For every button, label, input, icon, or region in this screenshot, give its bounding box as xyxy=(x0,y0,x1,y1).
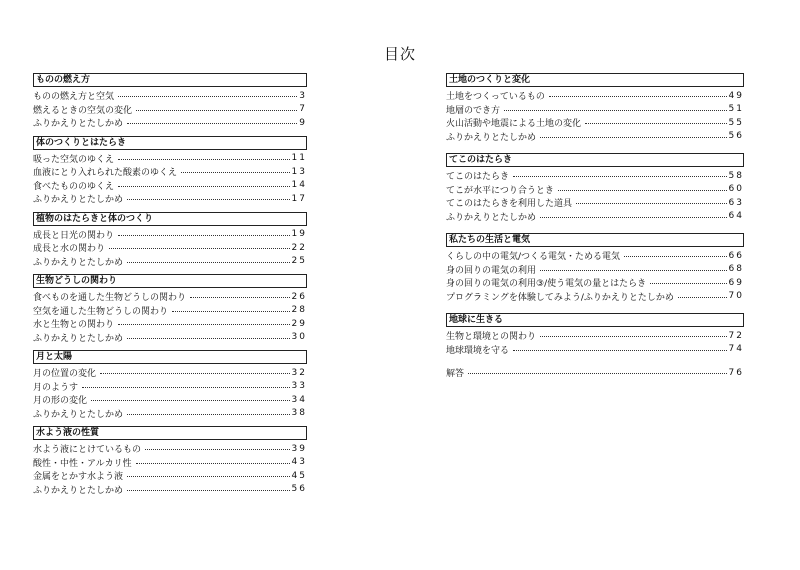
toc-entry[interactable] xyxy=(446,183,744,197)
toc-entry-label: くらしの中の電気/つくる電気・ためる電気 xyxy=(446,252,621,263)
toc-page-number: 76 xyxy=(728,367,744,378)
toc-entry-label: ものの燃え方と空気 xyxy=(33,92,115,103)
dot-leader xyxy=(118,96,297,97)
toc-section xyxy=(33,426,307,496)
toc-entry-label: 燃えるときの空気の変化 xyxy=(33,105,133,116)
toc-page-number: 64 xyxy=(728,211,744,222)
toc-entry-label: てこが水平につり合うとき xyxy=(446,185,554,196)
toc-entry[interactable] xyxy=(33,304,307,318)
dot-leader xyxy=(127,262,290,263)
toc-page-number: 28 xyxy=(291,305,307,316)
toc-entry-label: 身の回りの電気の利用③/使う電気の量とはたらき xyxy=(446,279,647,290)
dot-leader xyxy=(118,159,290,160)
section-heading[interactable]: ものの燃え方 xyxy=(33,73,307,87)
toc-entry[interactable] xyxy=(446,116,744,130)
toc-entry[interactable] xyxy=(446,196,744,210)
toc-entry[interactable] xyxy=(33,442,307,456)
toc-entry-label: 成長と水の関わり xyxy=(33,244,106,255)
toc-entry-label: 水よう液にとけているもの xyxy=(33,445,142,456)
toc-page-number: 29 xyxy=(291,318,307,329)
toc-page-number: 49 xyxy=(728,90,744,101)
section-heading[interactable]: 植物のはたらきと体のつくり xyxy=(33,212,307,226)
toc-entry-label: てこのはたらきを利用した道具 xyxy=(446,199,573,210)
toc-entry[interactable] xyxy=(446,169,744,183)
dot-leader xyxy=(549,96,727,97)
toc-entry[interactable] xyxy=(33,192,307,206)
toc-section xyxy=(446,153,744,223)
toc-page-number: 72 xyxy=(728,330,744,341)
dot-leader xyxy=(127,123,297,124)
dot-leader xyxy=(127,338,290,339)
section-heading[interactable]: 体のつくりとはたらき xyxy=(33,136,307,150)
toc-entry[interactable] xyxy=(33,152,307,166)
toc-entry-label: ふりかえりとたしかめ xyxy=(33,257,124,268)
toc-page-number: 58 xyxy=(728,170,744,181)
toc-page-number: 63 xyxy=(728,197,744,208)
toc-entry[interactable] xyxy=(446,103,744,117)
toc-entry-label: プログラミングを体験してみよう/ふりかえりとたしかめ xyxy=(446,292,674,303)
toc-entry[interactable] xyxy=(446,290,744,304)
toc-page-number: 68 xyxy=(728,264,744,275)
dot-leader xyxy=(127,476,290,477)
toc-section xyxy=(33,136,307,206)
dot-leader xyxy=(540,336,727,337)
toc-section xyxy=(33,212,307,269)
toc-page-number: 22 xyxy=(291,242,307,253)
toc-entry-label: 身の回りの電気の利用 xyxy=(446,265,537,276)
toc-page-number: 55 xyxy=(728,117,744,128)
toc-section xyxy=(33,274,307,344)
toc-page-number: 51 xyxy=(728,104,744,115)
dot-leader xyxy=(100,373,290,374)
toc-entry-label: ふりかえりとたしかめ xyxy=(33,409,124,420)
dot-leader xyxy=(513,176,727,177)
toc-section xyxy=(446,233,744,303)
toc-page-number: 39 xyxy=(291,443,307,454)
toc-page-number: 43 xyxy=(291,457,307,468)
dot-leader xyxy=(585,123,727,124)
toc-page-number: 66 xyxy=(728,250,744,261)
toc-entry-label: ふりかえりとたしかめ xyxy=(33,333,124,344)
toc-entry-label: 火山活動や地震による土地の変化 xyxy=(446,119,582,130)
toc-page-number: 33 xyxy=(291,381,307,392)
toc-page-number: 69 xyxy=(728,277,744,288)
toc-entry[interactable] xyxy=(33,366,307,380)
toc-entry-label: ふりかえりとたしかめ xyxy=(33,195,124,206)
dot-leader xyxy=(540,137,727,138)
dot-leader xyxy=(540,270,727,271)
toc-entry-label: 月のようす xyxy=(33,382,79,393)
dot-leader xyxy=(624,256,727,257)
toc-page-number: 17 xyxy=(291,193,307,204)
toc-page-number: 11 xyxy=(291,153,307,164)
toc-entry-label: ふりかえりとたしかめ xyxy=(33,485,124,496)
toc-entry-label: 月の形の変化 xyxy=(33,396,88,407)
toc-entry-label: 金属をとかす水よう液 xyxy=(33,472,124,483)
dot-leader xyxy=(109,248,290,249)
toc-entry-label: 解答 xyxy=(446,369,465,380)
toc-entry-label: ふりかえりとたしかめ xyxy=(446,212,537,223)
dot-leader xyxy=(468,373,727,374)
toc-page-number: 70 xyxy=(728,291,744,302)
toc-entry-label: 地層のでき方 xyxy=(446,105,501,116)
page-title: 目次 xyxy=(383,45,416,63)
toc-entry-label: 水と生物との関わり xyxy=(33,320,115,331)
toc-section xyxy=(33,73,307,130)
dot-leader xyxy=(650,283,726,284)
toc-entry-label: 成長と日光の関わり xyxy=(33,230,115,241)
toc-entry[interactable] xyxy=(33,380,307,394)
toc-entry-label: 吸った空気のゆくえ xyxy=(33,154,115,165)
toc-entry[interactable] xyxy=(33,317,307,331)
toc-entry-label: 酸性・中性・アルカリ性 xyxy=(33,458,132,469)
dot-leader xyxy=(504,110,727,111)
dot-leader xyxy=(513,350,727,351)
toc-page-number: 3 xyxy=(299,90,307,101)
toc-entry[interactable] xyxy=(33,241,307,255)
toc-entry-label: 生物と環境との関わり xyxy=(446,332,537,343)
section-heading[interactable]: てこのはたらき xyxy=(446,153,744,167)
dot-leader xyxy=(127,199,290,200)
toc-entry[interactable] xyxy=(446,366,744,380)
toc-entry[interactable] xyxy=(33,179,307,193)
toc-page-number: 14 xyxy=(291,180,307,191)
toc-page-number: 60 xyxy=(728,184,744,195)
toc-entry[interactable] xyxy=(33,103,307,117)
dot-leader xyxy=(181,172,290,173)
toc-entry[interactable] xyxy=(33,255,307,269)
toc-entry[interactable] xyxy=(446,276,744,290)
toc-entry-label: 血液にとり入れられた酸素のゆくえ xyxy=(33,168,178,179)
toc-page-number: 30 xyxy=(291,332,307,343)
section-heading[interactable]: 生物どうしの関わり xyxy=(33,274,307,288)
section-heading[interactable]: 水よう液の性質 xyxy=(33,426,307,440)
right-column xyxy=(446,73,744,380)
toc-entry[interactable] xyxy=(33,290,307,304)
toc-page-number: 56 xyxy=(291,484,307,495)
dot-leader xyxy=(136,463,290,464)
toc-entry[interactable] xyxy=(33,165,307,179)
toc-entry-label: ふりかえりとたしかめ xyxy=(33,119,124,130)
toc-entry[interactable] xyxy=(446,343,744,357)
dot-leader xyxy=(118,235,290,236)
toc-entry-label: てこのはたらき xyxy=(446,172,510,183)
toc-entry-label: 地球環境を守る xyxy=(446,345,510,356)
toc-page-number: 45 xyxy=(291,470,307,481)
toc-entry[interactable] xyxy=(33,469,307,483)
toc-entry[interactable] xyxy=(446,130,744,144)
section-heading[interactable]: 私たちの生活と電気 xyxy=(446,233,744,247)
toc-entry[interactable] xyxy=(33,331,307,345)
toc-page-number: 25 xyxy=(291,256,307,267)
toc-entry[interactable] xyxy=(33,393,307,407)
toc-entry[interactable] xyxy=(446,263,744,277)
toc-entry[interactable] xyxy=(33,228,307,242)
dot-leader xyxy=(190,297,290,298)
dot-leader xyxy=(540,217,727,218)
toc-entry-label: 食べものを通した生物どうしの関わり xyxy=(33,293,187,304)
toc-page-number: 38 xyxy=(291,408,307,419)
dot-leader xyxy=(118,324,290,325)
dot-leader xyxy=(145,449,290,450)
toc-entry-label: 食べたもののゆくえ xyxy=(33,181,115,192)
dot-leader xyxy=(118,186,290,187)
section-heading[interactable]: 月と太陽 xyxy=(33,350,307,364)
toc-entry-label: 土地をつくっているもの xyxy=(446,92,545,103)
toc-page-number: 34 xyxy=(291,394,307,405)
dot-leader xyxy=(678,297,727,298)
toc-entry[interactable] xyxy=(33,483,307,497)
dot-leader xyxy=(127,490,290,491)
toc-entry[interactable] xyxy=(446,329,744,343)
section-heading[interactable]: 地球に生きる xyxy=(446,313,744,327)
toc-entry-label: ふりかえりとたしかめ xyxy=(446,132,537,143)
toc-page-number: 74 xyxy=(728,344,744,355)
toc-entry[interactable] xyxy=(446,210,744,224)
dot-leader xyxy=(172,311,290,312)
toc-entry[interactable] xyxy=(446,89,744,103)
toc-page-number: 7 xyxy=(299,104,307,115)
toc-page-number: 9 xyxy=(299,117,307,128)
dot-leader xyxy=(91,400,290,401)
toc-entry[interactable] xyxy=(33,89,307,103)
toc-page-number: 56 xyxy=(728,131,744,142)
toc-entry[interactable] xyxy=(33,456,307,470)
toc-section xyxy=(33,350,307,420)
toc-page-number: 13 xyxy=(291,166,307,177)
toc-page-number: 26 xyxy=(291,291,307,302)
toc-section xyxy=(446,73,744,143)
answers-section xyxy=(446,366,744,380)
left-column xyxy=(33,73,307,502)
section-heading[interactable]: 土地のつくりと変化 xyxy=(446,73,744,87)
toc-page-number: 32 xyxy=(291,367,307,378)
toc-entry[interactable] xyxy=(33,116,307,130)
toc-section xyxy=(446,313,744,356)
toc-entry-label: 空気を通した生物どうしの関わり xyxy=(33,306,169,317)
dot-leader xyxy=(127,414,290,415)
dot-leader xyxy=(576,203,727,204)
dot-leader xyxy=(136,110,297,111)
toc-entry-label: 月の位置の変化 xyxy=(33,369,97,380)
dot-leader xyxy=(558,190,727,191)
toc-page-number: 19 xyxy=(291,229,307,240)
toc-entry[interactable] xyxy=(446,249,744,263)
dot-leader xyxy=(82,387,290,388)
toc-entry[interactable] xyxy=(33,407,307,421)
